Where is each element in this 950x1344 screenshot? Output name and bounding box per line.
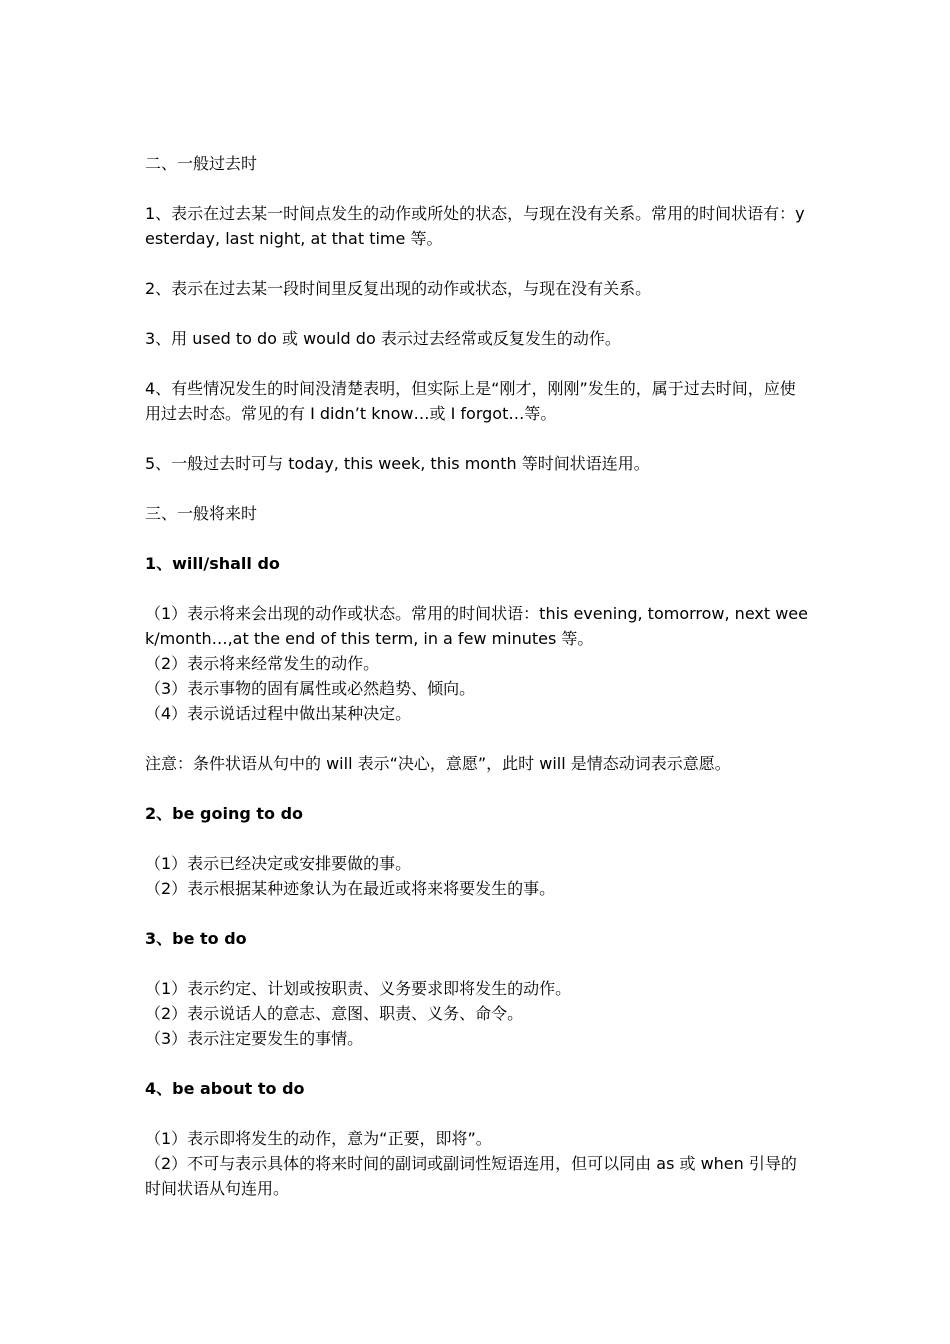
be-to-point-1: （1）表示约定、计划或按职责、义务要求即将发生的动作。 [145,979,572,998]
section-heading-future: 三、一般将来时 [145,504,258,523]
past-item-1: 1、表示在过去某一时间点发生的动作或所处的状态，与现在没有关系。常用的时间状语有：yesterday, last night, at that time 等。 [145,204,805,248]
section-heading-past: 二、一般过去时 [145,154,258,173]
going-point-1: （1）表示已经决定或安排要做的事。 [145,854,412,873]
document-page [145,151,810,1201]
subheading-be-going-to-do: 2、be going to do [145,804,304,823]
going-point-2: （2）表示根据某种迹象认为在最近或将来将要发生的事。 [145,879,556,898]
will-note: 注意：条件状语从句中的 will 表示“决心，意愿”，此时 will 是情态动词表示意愿。 [145,754,731,773]
subheading-be-about-to-do: 4、be about to do [145,1079,305,1098]
about-point-2: （2）不可与表示具体的将来时间的副词或副词性短语连用，但可以同由 as 或 when 引导的时间状语从句连用。 [145,1154,797,1198]
past-item-3: 3、用 used to do 或 would do 表示过去经常或反复发生的动作。 [145,329,621,348]
subheading-will-shall-do: 1、will/shall do [145,554,280,573]
past-item-5: 5、一般过去时可与 today, this week, this month 等时间状语连用。 [145,454,650,473]
past-item-2: 2、表示在过去某一段时间里反复出现的动作或状态，与现在没有关系。 [145,279,652,298]
be-to-point-2: （2）表示说话人的意志、意图、职责、义务、命令。 [145,1004,524,1023]
subheading-be-to-do: 3、be to do [145,929,247,948]
about-point-1: （1）表示即将发生的动作，意为“正要，即将”。 [145,1129,492,1148]
will-point-2: （2）表示将来经常发生的动作。 [145,654,380,673]
past-item-4: 4、有些情况发生的时间没清楚表明，但实际上是“刚才，刚刚”发生的，属于过去时间，应使用过去时态。常见的有 I didn’t know…或 I forgot…等。 [145,379,796,423]
will-point-3: （3）表示事物的固有属性或必然趋势、倾向。 [145,679,476,698]
will-point-1: （1）表示将来会出现的动作或状态。常用的时间状语：this evening, tomorrow, next week/month…,at the end of this term, in a few minutes 等。 [145,604,808,648]
will-point-4: （4）表示说话过程中做出某种决定。 [145,704,412,723]
be-to-point-3: （3）表示注定要发生的事情。 [145,1029,364,1048]
